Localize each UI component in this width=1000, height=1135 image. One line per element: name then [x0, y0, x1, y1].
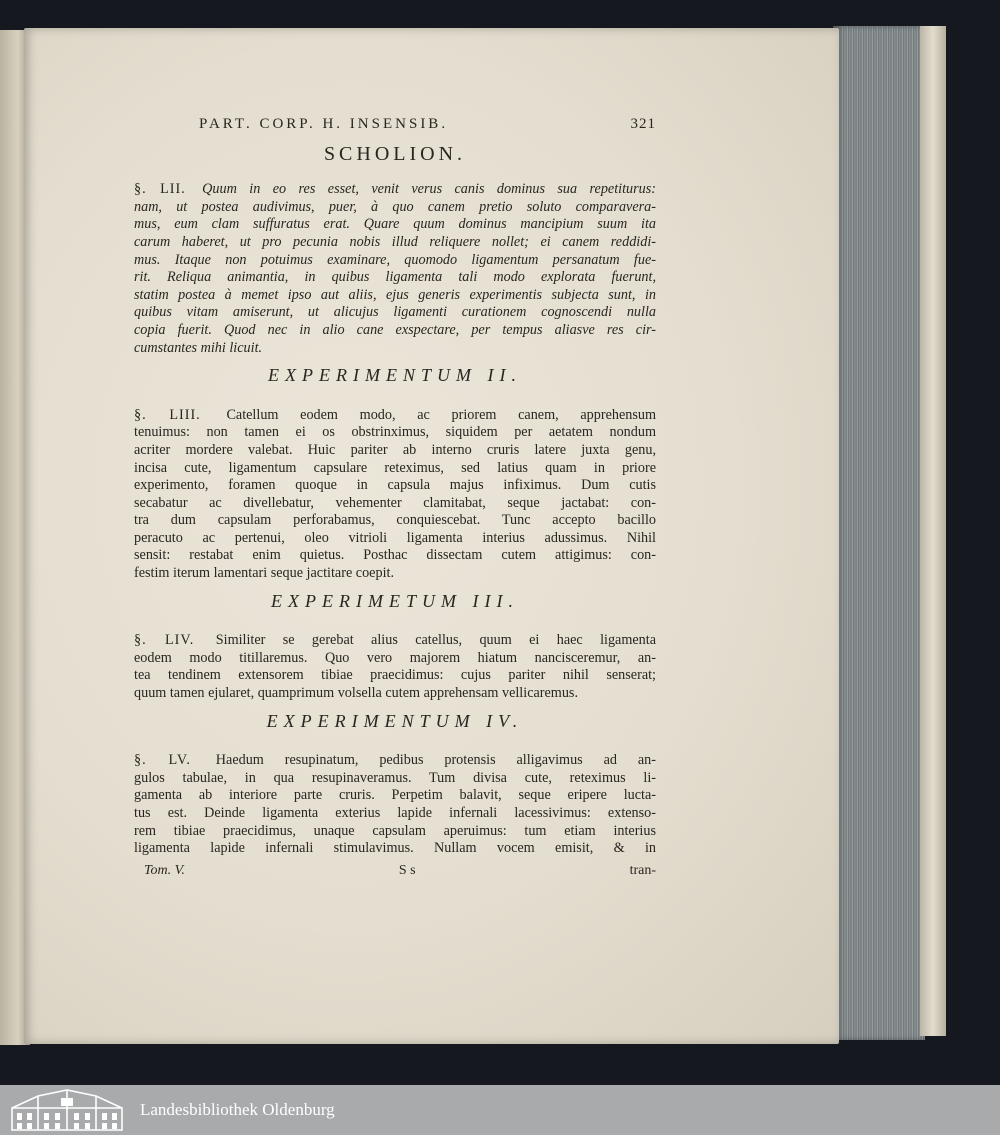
text-line: quibus vitam amiserunt, ut alicujus ligamenti curationem cognoscendi nulla [134, 304, 656, 321]
page-number: 321 [630, 116, 656, 132]
text-line: quum tamen ejularet, quamprimum volsella cutem apprehensam vellicaremus. [134, 685, 579, 702]
scholion-paragraph [134, 181, 656, 357]
text-line: sensit: restabat enim quietus. Posthac dissectam cutem attigimus: con- [134, 547, 656, 564]
section-mark: §. LIII. [134, 406, 201, 423]
volume-mark: Tom. V. [144, 862, 185, 878]
signature-mark: S s [398, 862, 416, 878]
text-line: §. LV. Haedum resupinatum, pedibus protensis alligavimus ad an- [134, 752, 656, 769]
text-line: acriter mordere valebat. Huic pariter ab interno cruris latere juxta genu, [134, 441, 656, 458]
text-line: tus est. Deinde ligamenta exterius lapide infernali lacessivimus: extenso- [134, 805, 656, 821]
text-line: eodem modo titillaremus. Quo vero majorem hiatum nancisceremur, an- [134, 649, 656, 666]
experiment-title: EXPERIMETUM III. [271, 590, 519, 611]
book-fore-edge [833, 26, 925, 1040]
running-head [134, 116, 656, 134]
catchword: tran- [629, 862, 656, 878]
text-line: peracuto ac pertenui, oleo vitrioli ligamenta interius adussimus. Nihil [134, 529, 656, 546]
text-line: gamenta ab interiore parte cruris. Perpetim balavit, seque eripere lucta- [134, 787, 656, 804]
text-line: copia fuerit. Quod nec in alio cane exspectare, per tempus aliasve res cir- [134, 321, 656, 338]
section-title: SCHOLION. [323, 142, 467, 165]
page-text-block [134, 116, 656, 879]
experiment-title: EXPERIMENTUM IV. [266, 710, 524, 731]
text-line: incisa cute, ligamentum capsulare reteximus, sed latius quam in priore [134, 459, 656, 476]
text-line: rem tibiae praecidimus, unaque capsulam aperuimus: tum etiam interius [134, 822, 656, 839]
section-mark: §. LIV. [134, 632, 195, 649]
text-line: mus. Itaque non potuimus examinare, quomodo ligamentum persanatum fue- [134, 251, 656, 268]
text-line: statim postea à memet ipso aut aliis, ejus generis experimentis subjecta sunt, in [134, 286, 656, 303]
text-line: secabatur ac divellebatur, vehementer clamitabat, seque jactabat: con- [134, 494, 656, 511]
text-line: nam, ut postea audivimus, puer, à quo canem pretio soluto comparavera- [134, 198, 656, 215]
experiment-title: EXPERIMENTUM II. [268, 365, 522, 386]
library-banner [0, 1085, 1000, 1135]
text-line: rit. Reliqua animantia, in quibus ligamenta tali modo explorata fuerunt, [134, 269, 656, 286]
book-page [24, 28, 839, 1044]
section-mark: §. LII. [134, 181, 186, 198]
text-line: mus, eum clam suffuratus erat. Quare quum dominus mancipium suum ita [134, 216, 656, 233]
experiment-paragraph [134, 407, 656, 583]
text-line: carum haberet, ut pro pecunia nobis illud reliquere nollet; ei canem reddidi- [134, 233, 656, 250]
text-line: §. LIII. Catellum eodem modo, ac priorem canem, apprehensum [134, 406, 657, 423]
text-line: cumstantes mihi licuit. [134, 339, 263, 356]
library-building-logo-icon [8, 1088, 126, 1132]
experiment-paragraph [134, 632, 656, 702]
text-line: tra dum capsulam perforabamus, conquiescebat. Tunc accepto bacillo [134, 512, 656, 529]
experiment-paragraph [134, 752, 656, 858]
section-mark: §. LV. [134, 752, 191, 769]
library-name: Landesbibliothek Oldenburg [140, 1100, 335, 1119]
text-line: §. LII. Quum in eo res esset, venit verus canis dominus sua repetiturus: [134, 181, 657, 198]
running-title: PART. CORP. H. INSENSIB. [199, 116, 449, 132]
text-line: ligamenta lapide infernali stimulavimus. Nullam vocem emisit, & in [134, 840, 656, 857]
text-line: gulos tabulae, in qua resupinaveramus. Tum divisa cute, reteximus li- [134, 769, 656, 786]
page-footer [134, 862, 656, 880]
text-line: tea tendinem extensorem tibiae praecidimus: cujus pariter nihil senserat; [134, 667, 656, 684]
text-line: festim iterum lamentari seque jactitare coepit. [134, 565, 394, 582]
text-line: §. LIV. Similiter se gerebat alius catellus, quum ei haec ligamenta [134, 632, 657, 649]
text-line: tenuimus: non tamen ei os obstrinximus, siquidem per aetatem nondum [134, 424, 656, 441]
book-cover-edge [920, 26, 946, 1036]
text-line: experimento, foramen quoque in capsula majus infiximus. Dum cutis [134, 477, 656, 494]
